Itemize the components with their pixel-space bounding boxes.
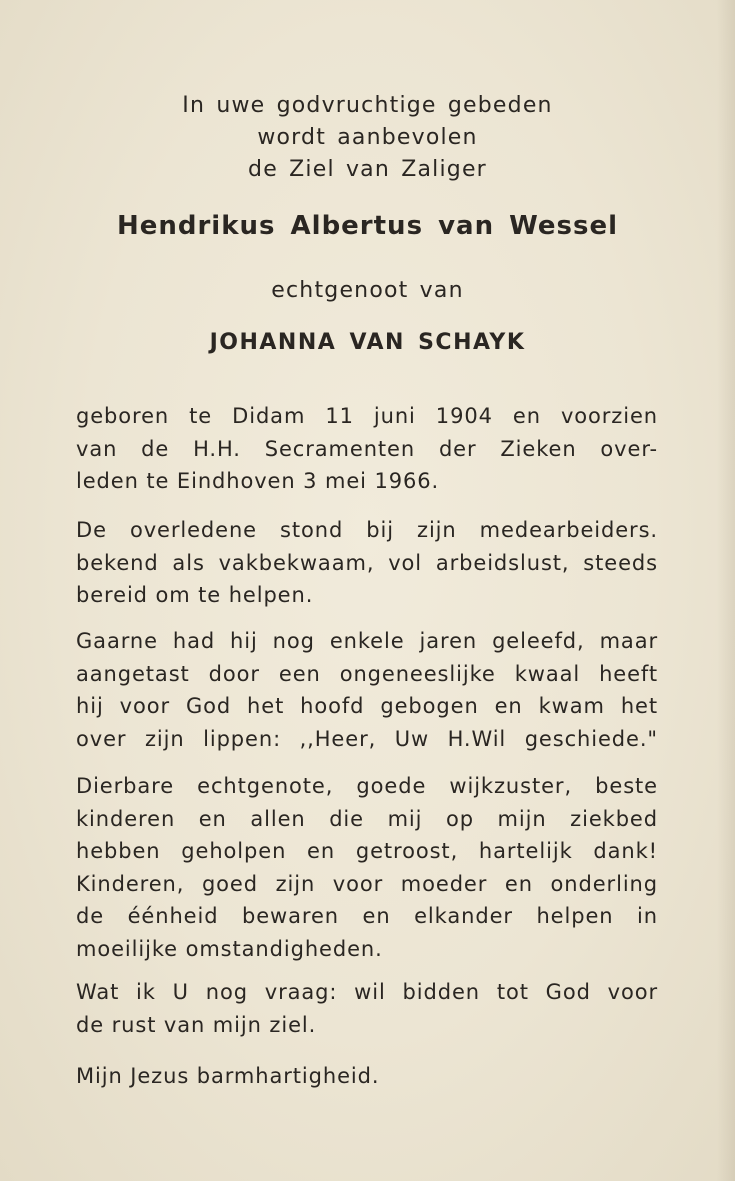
- paragraph-line: kinderen en allen die mij op mijn ziekbed: [76, 806, 658, 831]
- paper-edge-shadow: [717, 0, 735, 1181]
- paragraph-line: van de H.H. Secramenten der Zieken over-: [76, 436, 658, 461]
- paragraph-line: hij voor God het hoofd gebogen en kwam het: [76, 694, 658, 718]
- paragraph-birth-death: [76, 400, 658, 498]
- paragraph-line: aangetast door een ongeneeslijke kwaal heeft: [76, 661, 658, 686]
- paragraph-closing-prayer: [76, 1060, 658, 1093]
- paragraph-line: de rust van mijn ziel.: [76, 1012, 317, 1037]
- spouse-name: JOHANNA VAN SCHAYK: [209, 330, 526, 355]
- paragraph-line: hebben geholpen en getroost, hartelijk dank!: [76, 839, 658, 863]
- deceased-name: Hendrikus Albertus van Wessel: [116, 211, 619, 241]
- paragraph-line: Gaarne had hij nog enkele jaren geleefd, maar: [76, 629, 658, 653]
- paragraph-line: Dierbare echtgenote, goede wijkzuster, beste: [76, 774, 658, 798]
- paragraph-line: De overledene stond bij zijn medearbeiders.: [76, 518, 658, 542]
- paragraph-line: geboren te Didam 11 juni 1904 en voorzien: [76, 404, 658, 428]
- paragraph-line: moeilijke omstandigheden.: [76, 936, 383, 961]
- paragraph-farewell: [76, 770, 658, 965]
- paragraph-line: bereid om te helpen.: [76, 583, 314, 607]
- paragraph-prayer-request: [76, 976, 658, 1041]
- paragraph-line: de éénheid bewaren en elkander helpen in: [76, 904, 658, 928]
- relation-line: echtgenoot van: [271, 278, 464, 303]
- paragraph-line: bekend als vakbekwaam, vol arbeidslust, steeds: [76, 550, 658, 575]
- paragraph-illness: [76, 625, 658, 755]
- intro-line-2: wordt aanbevolen: [257, 125, 478, 150]
- paragraph-character: [76, 514, 658, 612]
- paragraph-line: Wat ik U nog vraag: wil bidden tot God voor: [76, 980, 658, 1004]
- paragraph-line: Kinderen, goed zijn voor moeder en onderling: [76, 871, 658, 896]
- paragraph-line: over zijn lippen: ,,Heer, Uw H.Wil geschiede.": [76, 726, 658, 751]
- paragraph-line: leden te Eindhoven 3 mei 1966.: [76, 469, 440, 493]
- paragraph-line: Mijn Jezus barmhartigheid.: [76, 1064, 380, 1088]
- intro-line-3: de Ziel van Zaliger: [248, 157, 487, 182]
- intro-line-1: In uwe godvruchtige gebeden: [182, 93, 553, 118]
